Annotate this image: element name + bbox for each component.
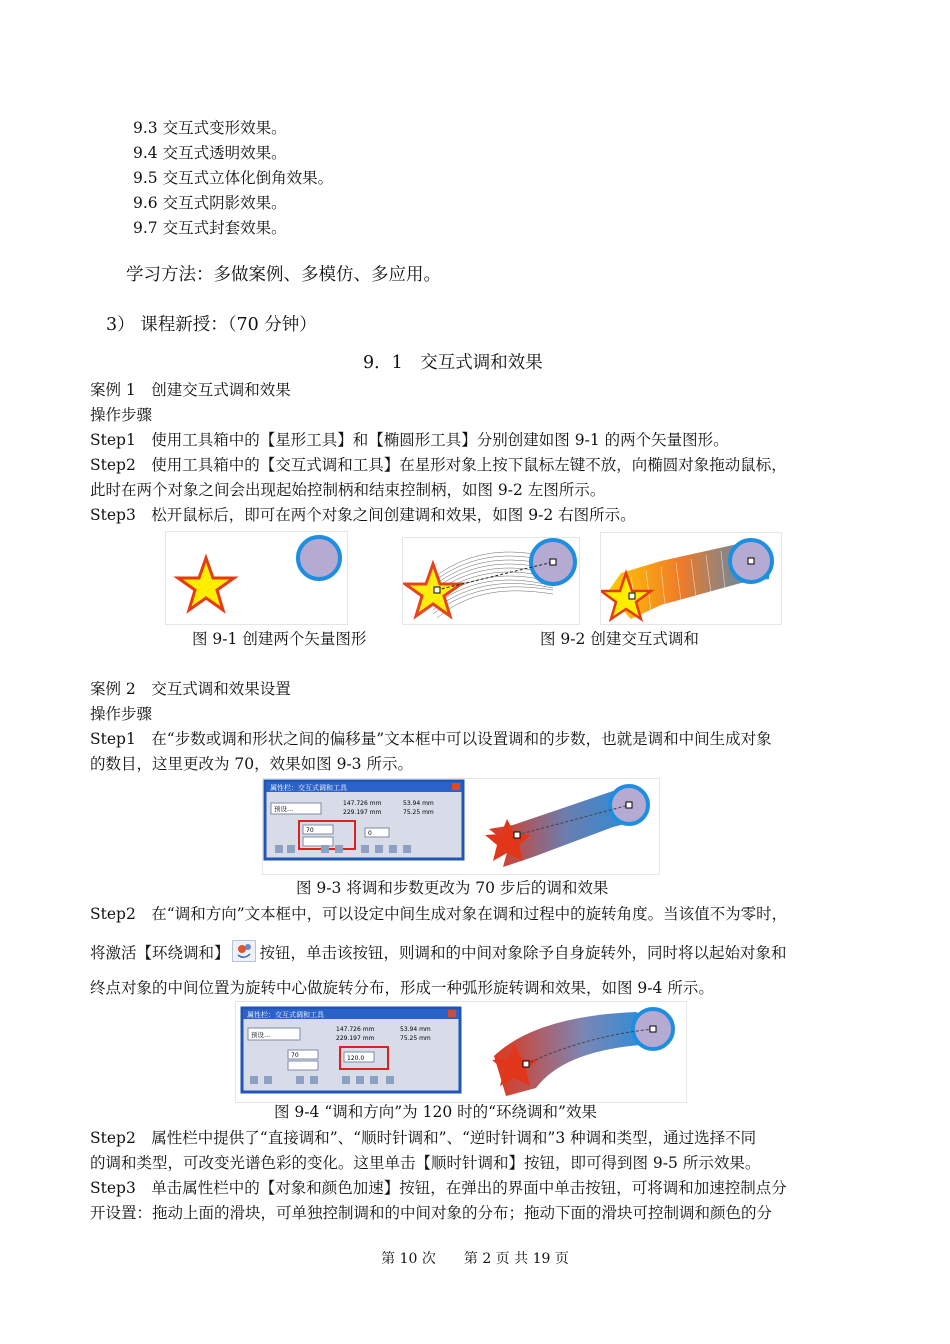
- figure-9-3-caption: 图 9-3 将调和步数更改为 70 步后的调和效果: [296, 879, 609, 897]
- propbar-angle: 0: [368, 830, 372, 837]
- case1-step1: Step1 使用工具箱中的【星形工具】和【椭圆形工具】分别创建如图 9-1 的两个矢量图形。: [90, 431, 729, 449]
- propbar-steps: 70: [306, 827, 314, 834]
- figure-9-3: [262, 778, 660, 875]
- propbar-w: 53.94 mm: [403, 800, 434, 807]
- propbar-h: 75.25 mm: [403, 809, 434, 816]
- toc-item: 9.3 交互式变形效果。: [133, 119, 287, 137]
- propbar-y: 229.197 mm: [343, 809, 382, 816]
- page-footer: 第 10 次 第 2 页 共 19 页: [381, 1251, 569, 1267]
- toc-item: 9.6 交互式阴影效果。: [133, 194, 287, 212]
- figure-9-2-caption: 图 9-2 创建交互式调和: [540, 630, 699, 648]
- figure-9-1-caption: 图 9-1 创建两个矢量图形: [192, 630, 367, 648]
- case2-step1-cont: 的数目，这里更改为 70，效果如图 9-3 所示。: [90, 755, 413, 773]
- case1-step2: Step2 使用工具箱中的【交互式调和工具】在星形对象上按下鼠标左键不放，向椭圆对象拖动鼠标，: [90, 456, 787, 474]
- propbar-preset-2: 预设...: [251, 1031, 271, 1039]
- case2-steps-label: 操作步骤: [90, 705, 153, 723]
- case2-step1: Step1 在“步数或调和形状之间的偏移量”文本框中可以设置调和的步数，也就是调和中间生成对象: [90, 730, 772, 748]
- propbar-w-2: 53.94 mm: [400, 1026, 431, 1033]
- toc-item: 9.5 交互式立体化倒角效果。: [133, 169, 334, 187]
- toc-item: 9.7 交互式封套效果。: [133, 219, 287, 237]
- step2-text-pre: 将激活【环绕调和】: [90, 944, 230, 962]
- case1-title: 案例 1 创建交互式调和效果: [90, 381, 291, 399]
- case2-step2b-cont: 的调和类型，可改变光谱色彩的变化。这里单击【顺时针调和】按钮，即可得到图 9-5 所示效果。: [90, 1154, 761, 1172]
- toc-item: 9.4 交互式透明效果。: [133, 144, 287, 162]
- case2-step2b: Step2 属性栏中提供了“直接调和”、“顺时针调和”、“逆时针调和”3 种调和类型，通过选择不同: [90, 1129, 757, 1147]
- figure-9-2-left: [402, 537, 580, 625]
- propbar-preset: 预设...: [274, 805, 294, 813]
- case2-step3-cont: 开设置：拖动上面的滑块，可单独控制调和的中间对象的分布；拖动下面的滑块可控制调和颜色的分: [90, 1204, 773, 1222]
- figure-9-2-right: [600, 532, 782, 625]
- propbar-x-2: 147.726 mm: [336, 1026, 375, 1033]
- propbar-title: 属性栏：交互式调和工具: [270, 784, 347, 792]
- rotate-blend-icon: [232, 940, 256, 962]
- learning-method: 学习方法：多做案例、多模仿、多应用。: [126, 265, 441, 285]
- case1-steps-label: 操作步骤: [90, 406, 153, 424]
- figure-9-4: [235, 1001, 687, 1103]
- propbar-angle-2: 120.0: [347, 1055, 365, 1062]
- case2-step2-cont: [90, 942, 787, 965]
- propbar-steps-2: 70: [291, 1052, 299, 1059]
- propbar-x: 147.726 mm: [343, 800, 382, 807]
- case1-step3: Step3 松开鼠标后，即可在两个对象之间创建调和效果，如图 9-2 右图所示。: [90, 506, 636, 524]
- propbar-h-2: 75.25 mm: [400, 1035, 431, 1042]
- figure-9-1: [165, 531, 348, 625]
- case2-step3: Step3 单击属性栏中的【对象和颜色加速】按钮，在弹出的界面中单击按钮，可将调和加速控制点分: [90, 1179, 787, 1197]
- case1-step2-cont: 此时在两个对象之间会出现起始控制柄和结束控制柄，如图 9-2 左图所示。: [90, 481, 606, 499]
- case2-title: 案例 2 交互式调和效果设置: [90, 680, 291, 698]
- case2-step2: Step2 在“调和方向”文本框中，可以设定中间生成对象在调和过程中的旋转角度。当该值不为零时，: [90, 905, 788, 923]
- case2-step2-cont2: 终点对象的中间位置为旋转中心做旋转分布，形成一种弧形旋转调和效果，如图 9-4 所示。: [90, 979, 714, 997]
- figure-9-4-caption: 图 9-4 “调和方向”为 120 时的“环绕调和”效果: [274, 1103, 597, 1121]
- step2-text-post: 按钮，单击该按钮，则调和的中间对象除予自身旋转外，同时将以起始对象和: [259, 944, 787, 962]
- section-title: 9．1 交互式调和效果: [363, 353, 543, 373]
- propbar-title-2: 属性栏：交互式调和工具: [247, 1011, 324, 1019]
- propbar-y-2: 229.197 mm: [336, 1035, 375, 1042]
- lesson-heading: 3） 课程新授：（70 分钟）: [106, 315, 317, 335]
